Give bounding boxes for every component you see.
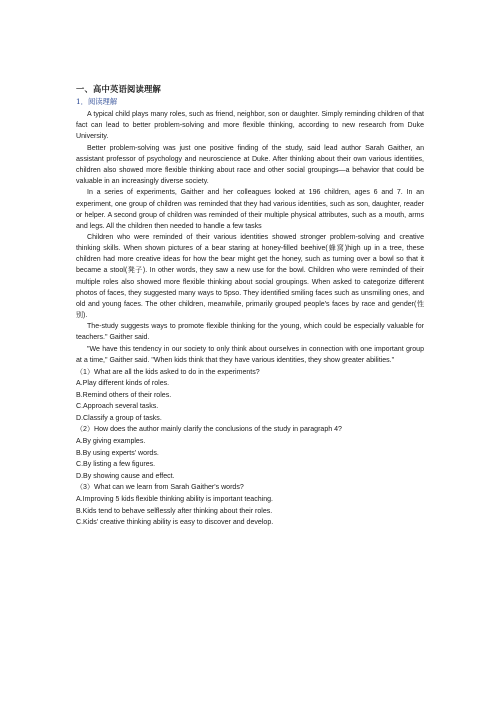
- passage-paragraph: A typical child plays many roles, such as friend, neighbor, son or daughter. Simply reminding children of that fact can lead to better problem-solving and more flexible thinking, according to new research from Duke University.: [76, 111, 424, 141]
- answer-option: B.Kids tend to behave selflessly after thinking about their roles.: [76, 507, 273, 515]
- passage-paragraph: In a series of experiments, Gaither and her colleagues looked at 196 children, ages 6 and 7. In an experiment, one group of children was reminded that they had various identities, such as son, daughter, reader or helper. A second group of children was reminded of their multiple physical attributes, such as a mouth, arms and legs. All the children then needed to handle a few tasks: [76, 189, 424, 230]
- question-block: [76, 424, 424, 482]
- answer-option: C.By listing a few figures.: [76, 461, 156, 469]
- question-stem: （3）What can we learn from Sarah Gaither's words?: [76, 484, 244, 492]
- passage-paragraph: "We have this tendency in our society to only think about ourselves in connection with one important group at a time," Gaither said. "When kids think that they have various identities, they show greater abilities.": [76, 345, 424, 365]
- question-stem: （1）What are all the kids asked to do in the experiments?: [76, 368, 260, 376]
- answer-option: D.By showing cause and effect.: [76, 472, 175, 480]
- passage-paragraph: Children who were reminded of their various identities showed stronger problem-solving and creative thinking skills. When shown pictures of a bear staring at honey-filled beehive(蜂窝)high up in a tree, these children had more creative ideas for how the bear might get the honey, such as turning over a bowl so that it became a stool(凳子). In other words, they saw a new use for the bowl. Children who were reminded of their multiple roles also showed more flexible thinking about social groupings. When asked to categorize different photos of faces, they suggested many ways to 5pso. They identified smiling faces such as unsmiling ones, and old and young faces. The other children, meanwhile, primarily grouped people's faces by race and gender(性别).: [76, 234, 424, 319]
- question-block: [76, 482, 424, 528]
- section-title: 一、高中英语阅读理解: [76, 84, 161, 94]
- question-block: [76, 367, 424, 425]
- passage-paragraph: Better problem-solving was just one positive finding of the study, said lead author Sarah Gaither, an assistant professor of psychology and neuroscience at Duke. After thinking about their own various identities, children also showed more flexible thinking about race and other social groupings—a behavior that could be valuable in an increasingly diverse society.: [76, 144, 424, 185]
- answer-option: C.Approach several tasks.: [76, 403, 159, 411]
- answer-option: B.Remind others of their roles.: [76, 391, 172, 399]
- answer-option: A.Play different kinds of roles.: [76, 380, 170, 388]
- passage-paragraph: The-study suggests ways to promote flexible thinking for the young, which could be especially valuable for teachers." Gaither said.: [76, 323, 424, 342]
- question-title: 1．阅读理解: [76, 97, 118, 106]
- answer-option: D.Classify a group of tasks.: [76, 414, 162, 422]
- answer-option: C.Kids' creative thinking ability is easy to discover and develop.: [76, 519, 274, 527]
- question-stem: （2）How does the author mainly clarify the conclusions of the study in paragraph 4?: [76, 426, 342, 434]
- answer-option: A.Improving 5 kids flexible thinking ability is important teaching.: [76, 496, 274, 504]
- answer-option: A.By giving examples.: [76, 438, 146, 446]
- answer-option: B.By using experts' words.: [76, 449, 159, 457]
- passage: [76, 109, 424, 366]
